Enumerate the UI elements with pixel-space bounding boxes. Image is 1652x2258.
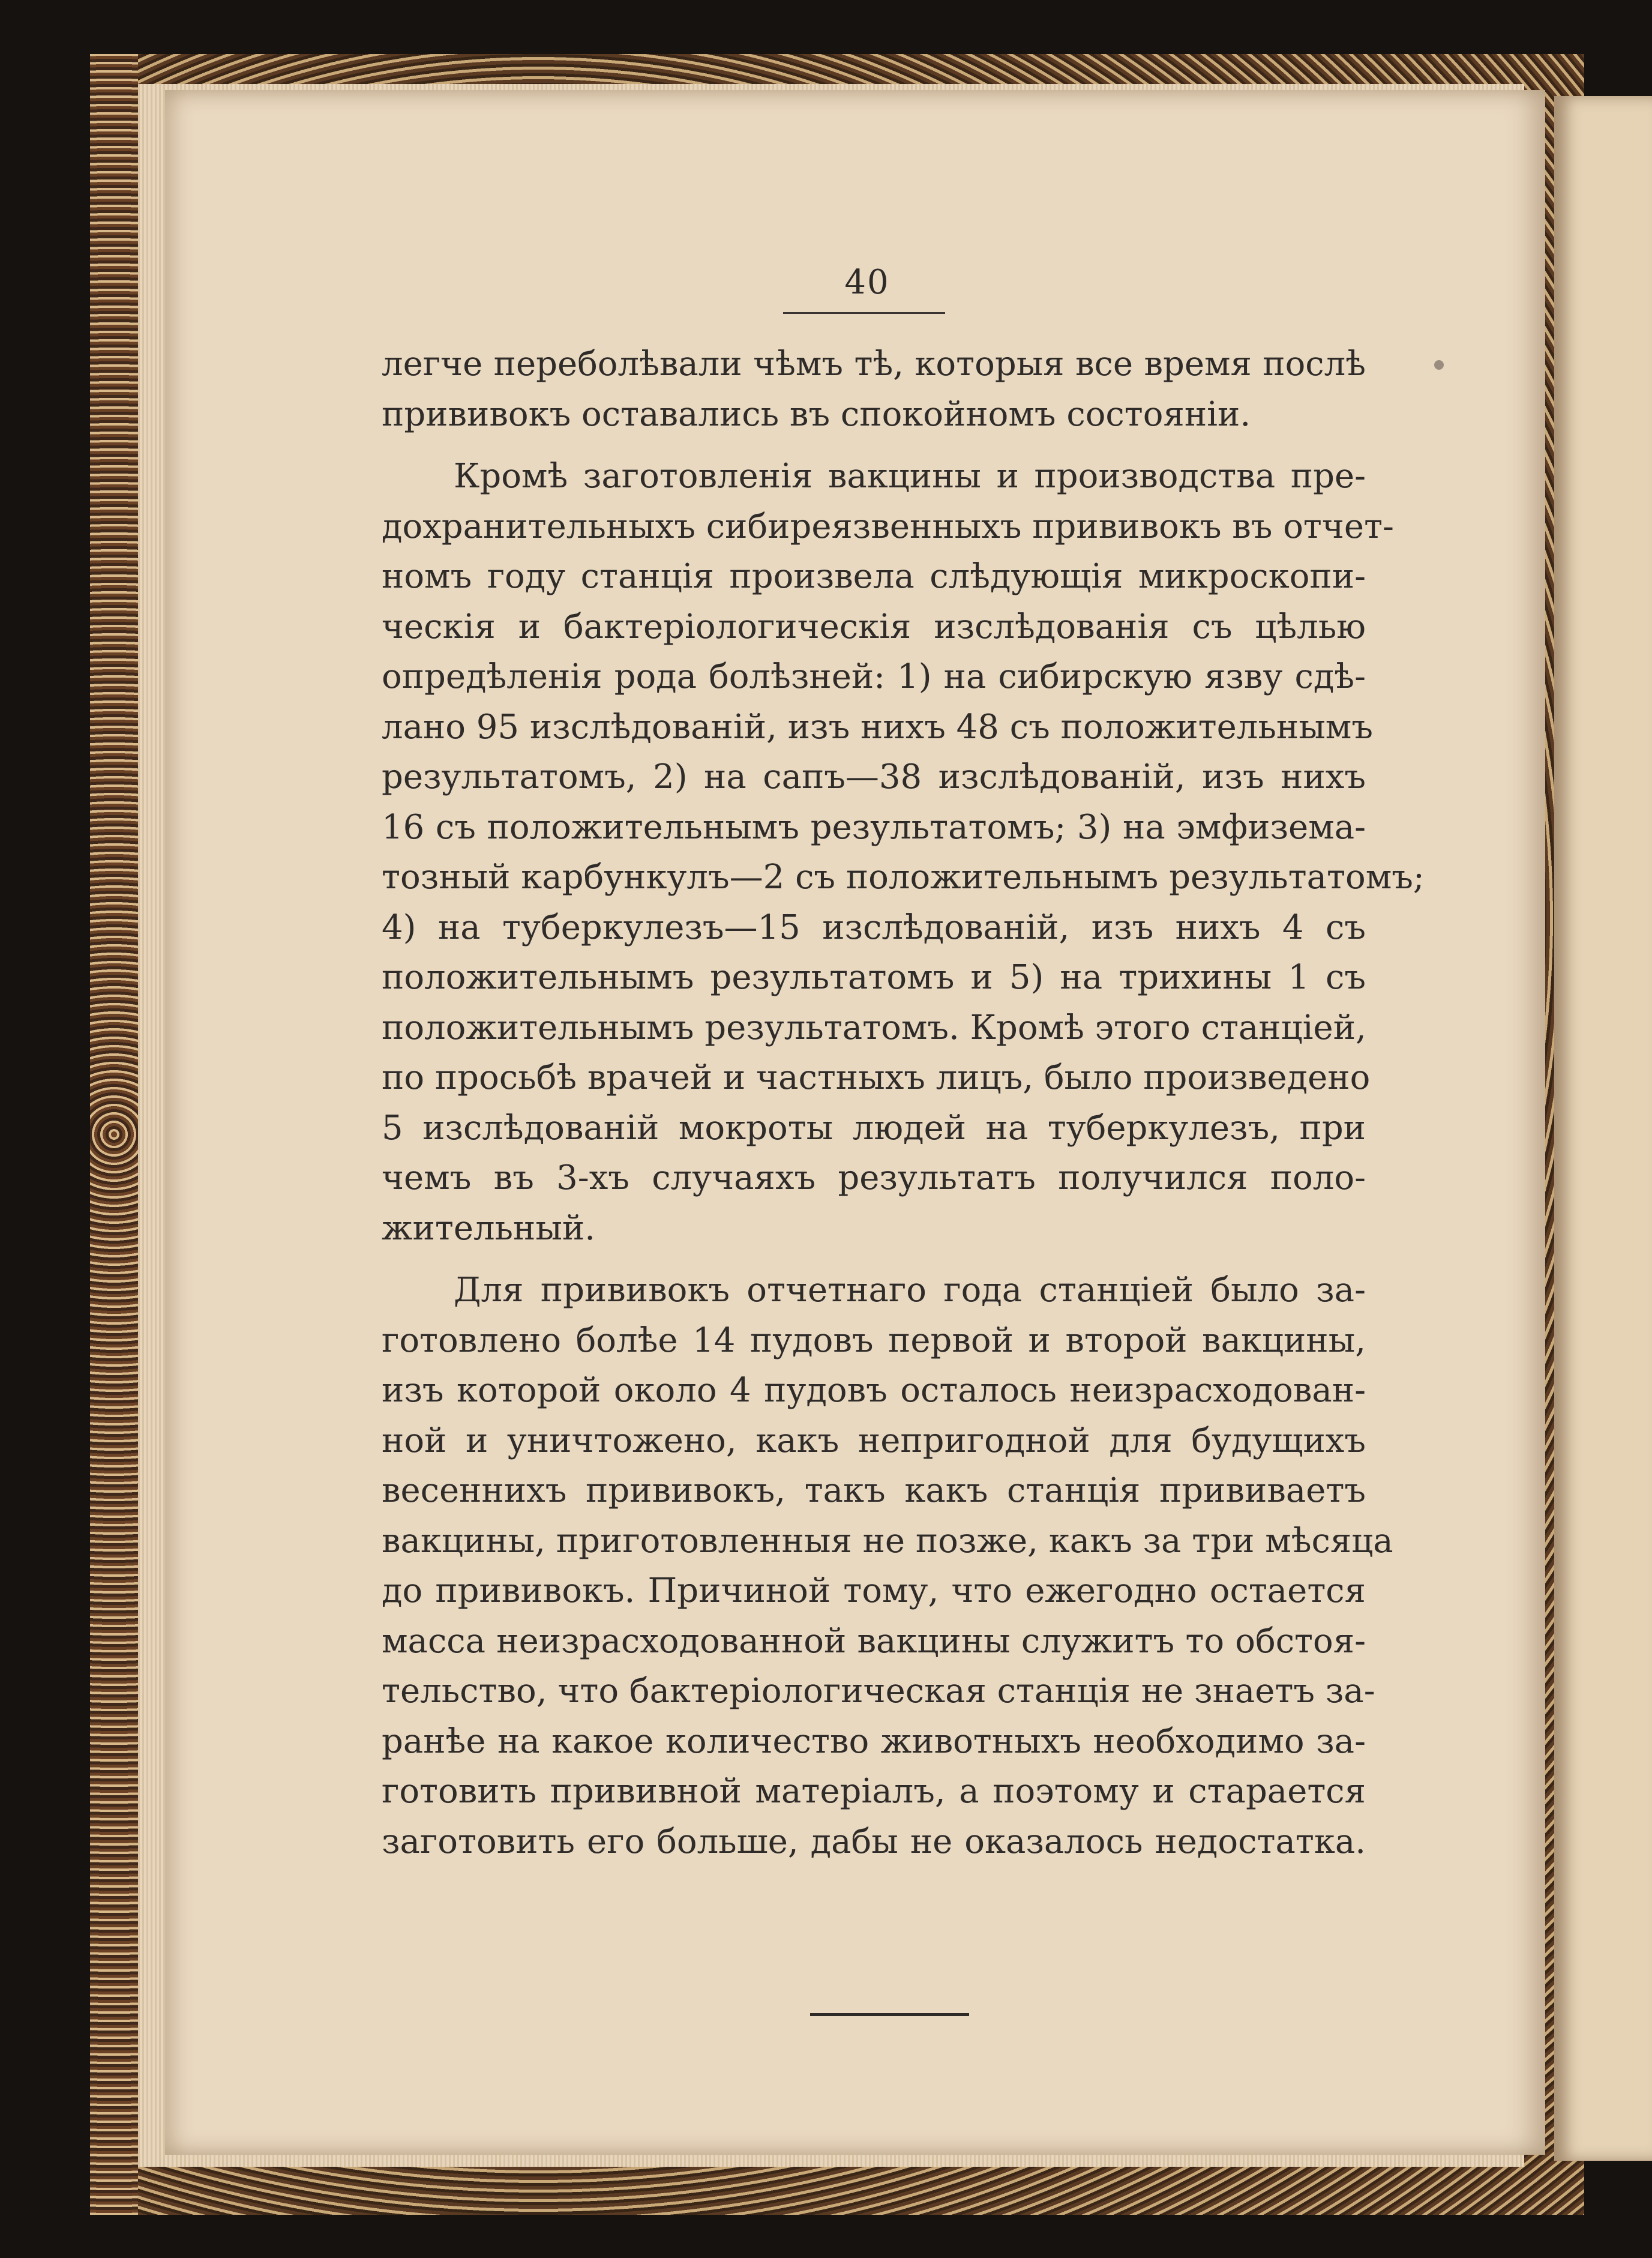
text-line: вакцины, приготовленныя не позже, какъ за три мѣсяца: [382, 1521, 1393, 1561]
text-line: Кромѣ заготовленія вакцины и производства пре-: [454, 457, 1366, 496]
text-line: готовлено болѣе 14 пудовъ первой и второй вакцины,: [382, 1320, 1366, 1360]
facing-page-edge: [1554, 96, 1652, 2161]
text-line: ранѣе на какое количество животныхъ необходимо за-: [382, 1721, 1366, 1761]
text-line: чемъ въ 3-хъ случаяхъ результатъ получился поло-: [382, 1158, 1366, 1197]
text-line: легче переболѣвали чѣмъ тѣ, которыя все время послѣ: [382, 345, 1366, 384]
marbled-cover-spine: [90, 54, 138, 2215]
text-line: 4) на туберкулезъ—15 изслѣдованій, изъ нихъ 4 съ: [382, 908, 1366, 947]
text-line: до прививокъ. Причиной тому, что ежегодно остается: [382, 1571, 1366, 1610]
text-line: положительнымъ результатомъ и 5) на трихины 1 съ: [382, 958, 1366, 997]
text-line: дохранительныхъ сибиреязвенныхъ прививокъ въ отчет-: [382, 507, 1394, 546]
text-line: ческія и бактеріологическія изслѣдованія съ цѣлью: [382, 607, 1366, 646]
section-end-rule: [810, 2013, 969, 2016]
text-line: лано 95 изслѣдованій, изъ нихъ 48 съ положительнымъ: [382, 707, 1373, 747]
text-line: по просьбѣ врачей и частныхъ лицъ, было произведено: [382, 1058, 1371, 1097]
text-line: тозный карбункулъ—2 съ положительнымъ результатомъ;: [382, 858, 1425, 897]
body-text: [382, 339, 1425, 1867]
text-line: ной и уничтожено, какъ непригодной для будущихъ: [382, 1421, 1366, 1460]
text-line: заготовить его больше, дабы не оказалось недостатка.: [382, 1822, 1366, 1861]
text-line: готовить прививной матеріалъ, а поэтому и старается: [382, 1772, 1366, 1811]
text-line: жительный.: [382, 1208, 596, 1248]
text-line: результатомъ, 2) на сапъ—38 изслѣдованій, изъ нихъ: [382, 757, 1366, 796]
text-line: тельство, что бактеріологическая станція не знаетъ за-: [382, 1672, 1375, 1711]
text-line: номъ году станція произвела слѣдующія микроскопи-: [382, 557, 1366, 596]
page-number: 40: [844, 263, 890, 302]
text-line: весеннихъ прививокъ, такъ какъ станція прививаетъ: [382, 1471, 1366, 1510]
text-line: опредѣленія рода болѣзней: 1) на сибирскую язву сдѣ-: [382, 657, 1366, 696]
text-line: 16 съ положительнымъ результатомъ; 3) на эмфизема-: [382, 807, 1366, 847]
text-line: масса неизрасходованной вакцины служитъ то обстоя-: [382, 1621, 1366, 1661]
page-number-rule: [783, 312, 945, 314]
text-line: Для прививокъ отчетнаго года станціей было за-: [454, 1271, 1366, 1310]
paper-speck: [1434, 360, 1444, 370]
text-line: положительнымъ результатомъ. Кромѣ этого станціей,: [382, 1008, 1366, 1047]
text-line: 5 изслѣдованій мокроты людей на туберкулезъ, при: [382, 1108, 1366, 1148]
text-line: изъ которой около 4 пудовъ осталось неизрасходован-: [382, 1371, 1366, 1410]
text-line: прививокъ оставались въ спокойномъ состояніи.: [382, 394, 1251, 434]
